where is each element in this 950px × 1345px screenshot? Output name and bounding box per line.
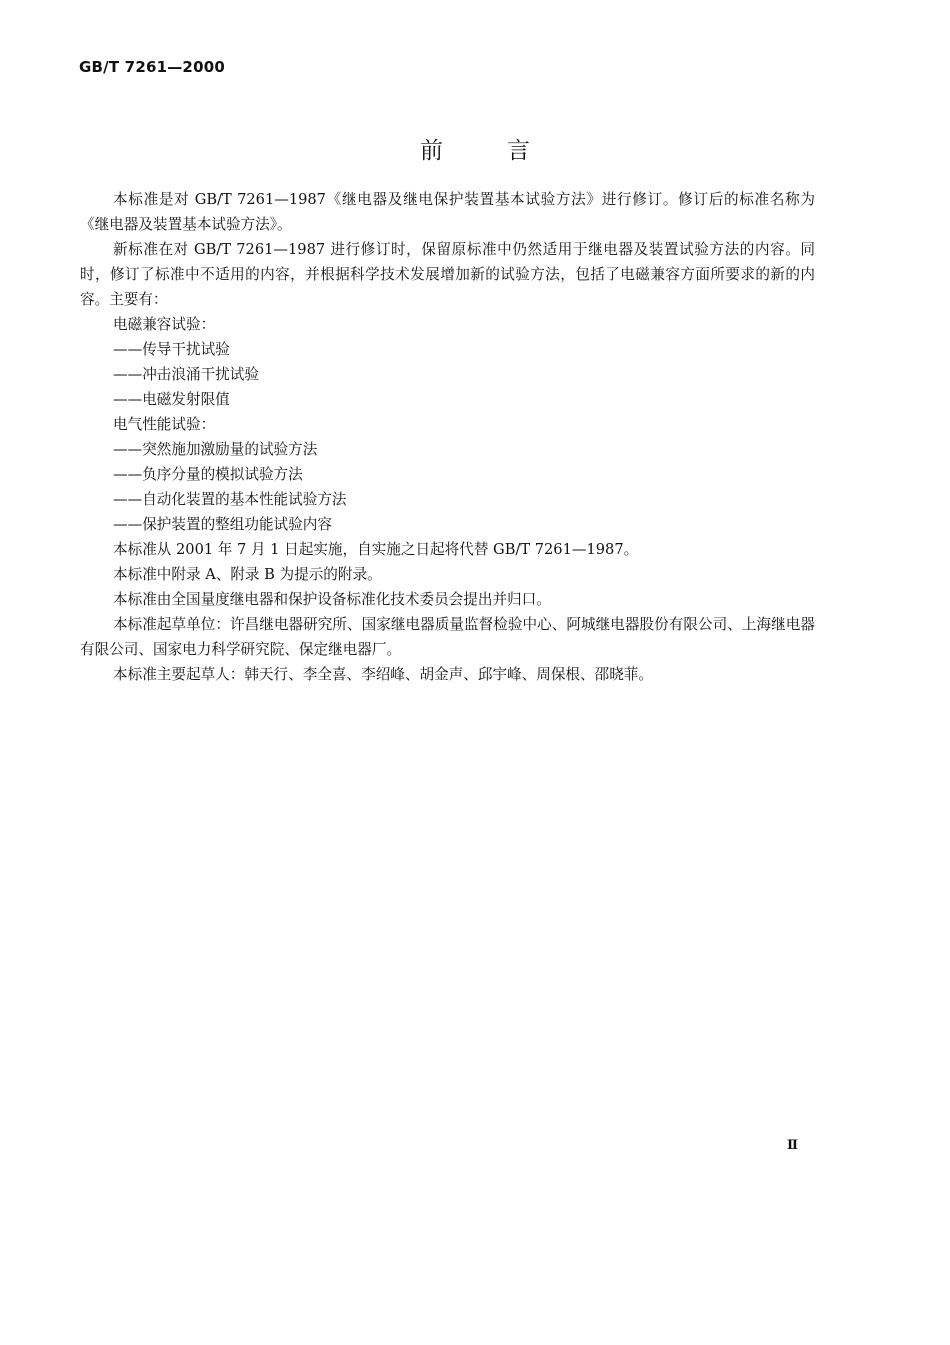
foreword-body	[80, 187, 815, 687]
list-heading-emc: 电磁兼容试验：	[113, 316, 216, 333]
page-title: 前言	[420, 138, 594, 164]
paragraph-drafting-units: 本标准起草单位：许昌继电器研究所、国家继电器质量监督检验中心、阿城继电器股份有限公司、上海继电器有限公司、国家电力科学研究院、保定继电器厂。	[80, 616, 815, 658]
list-item: ——负序分量的模拟试验方法	[113, 466, 303, 483]
list-item: ——传导干扰试验	[113, 341, 230, 358]
list-heading-electrical: 电气性能试验：	[113, 416, 216, 433]
page-number: Ⅱ	[787, 1138, 798, 1153]
list-item: ——保护装置的整组功能试验内容	[113, 516, 332, 533]
list-item: ——自动化装置的基本性能试验方法	[113, 491, 347, 508]
list-item: ——电磁发射限值	[113, 391, 230, 408]
list-item: ——突然施加激励量的试验方法	[113, 441, 318, 458]
paragraph-revision-scope: 新标准在对 GB/T 7261—1987 进行修订时，保留原标准中仍然适用于继电器及装置试验方法的内容。同时，修订了标准中不适用的内容，并根据科学技术发展增加新的试验方法，包括了电磁兼容方面所要求的新的内容。主要有：	[80, 241, 815, 308]
paragraph-effective-date: 本标准从 2001 年 7 月 1 日起实施，自实施之日起将代替 GB/T 7261—1987。	[113, 541, 639, 558]
list-item: ——冲击浪涌干扰试验	[113, 366, 259, 383]
standard-code: GB/T 7261—2000	[79, 58, 225, 76]
paragraph-drafters: 本标准主要起草人：韩天行、李全喜、李绍峰、胡金声、邱宇峰、周保根、邵晓菲。	[113, 666, 653, 683]
paragraph-appendix: 本标准中附录 A、附录 B 为提示的附录。	[113, 566, 382, 583]
paragraph-committee: 本标准由全国量度继电器和保护设备标准化技术委员会提出并归口。	[113, 591, 551, 608]
paragraph-revision-intro: 本标准是对 GB/T 7261—1987《继电器及继电保护装置基本试验方法》进行修订。修订后的标准名称为《继电器及装置基本试验方法》。	[80, 191, 815, 233]
